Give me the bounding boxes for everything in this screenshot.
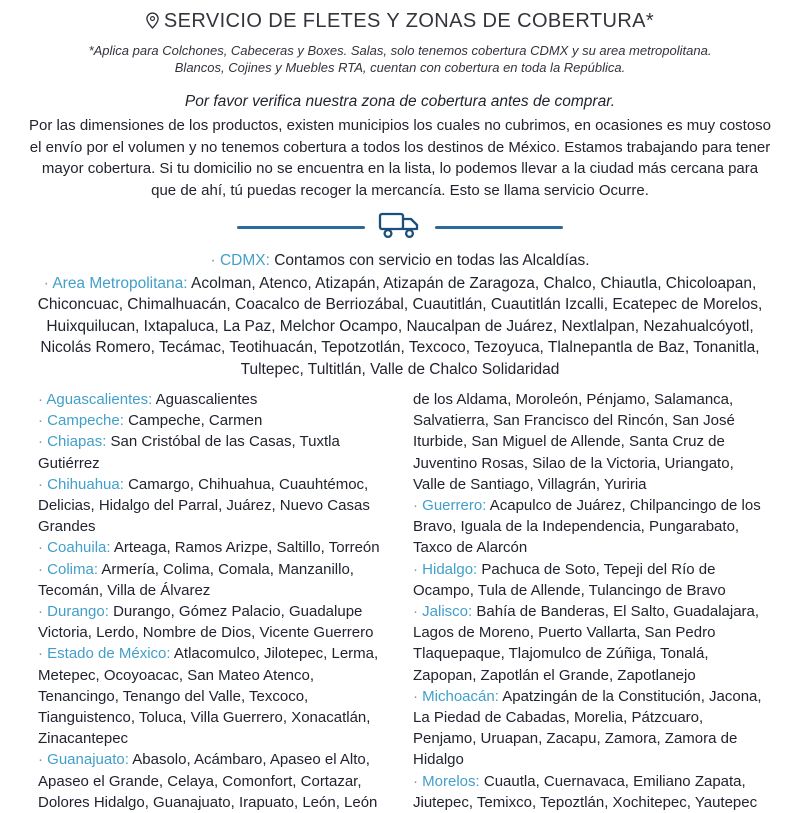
state-cities: Cuautla, Cuernavaca, Emiliano Zapata, Jiutepec, Temixco, Tepoztlán, Xochitepec, Yautepec [413, 772, 758, 811]
state-name: Coahuila: [47, 539, 111, 557]
state-cities: Pachuca de Soto, Tepeji del Río de Ocampo, Tula de Allende, Tulancingo de Bravo [413, 560, 726, 599]
state-cities: Bahía de Banderas, El Salto, Guadalajara, Lagos de Moreno, Puerto Vallarta, San Pedro Tlaquepaque, Tlajomulco de Zúñiga, Tonalá, Zapopan, Zapotlán el Grande, Zapotlanejo [413, 603, 760, 684]
state-name: Chihuahua: [47, 475, 124, 493]
state-cities: Aguascalientes [155, 391, 258, 408]
bullet-marker: · [413, 687, 418, 705]
divider-line-right [435, 226, 563, 229]
state-coverage-item [38, 431, 387, 473]
metro-coverage-paragraph [28, 273, 772, 381]
state-name: Hidalgo: [422, 560, 478, 578]
state-name: Estado de México: [47, 645, 171, 663]
bullet-marker: · [38, 603, 43, 621]
bullet-marker: · [38, 751, 43, 769]
bullet-marker: · [413, 497, 418, 515]
state-cities: Acapulco de Juárez, Chilpancingo de los Bravo, Iguala de la Independencia, Pungarabato, Taxco de Alarcón [413, 497, 761, 557]
bullet-marker: · [38, 391, 43, 408]
truck-divider [28, 210, 772, 245]
state-name: Guanajuato: [47, 751, 129, 769]
coverage-warning-lead: Por favor verifica nuestra zona de cobertura antes de comprar. [184, 93, 616, 110]
state-coverage-item [38, 389, 387, 410]
state-name: Jalisco: [422, 603, 473, 621]
state-name: Colima: [47, 560, 99, 578]
state-coverage-item [413, 771, 762, 813]
state-cities: Campeche, Carmen [128, 412, 263, 430]
location-pin-icon [146, 12, 159, 34]
state-coverage-item [38, 559, 387, 601]
disclaimer-line-1: *Aplica para Colchones, Cabeceras y Boxes. Salas, solo tenemos cobertura CDMX y su area metropolitana. [88, 43, 712, 58]
coverage-warning-text: Por las dimensiones de los productos, existen municipios los cuales no cubrimos, en ocasiones es muy costoso el envío por el volumen y no tenemos cobertura a todos los destinos de México. Estamos trabajando para tener mayor cobertura. Si tu domicilio no se encuentra en la lista, lo podemos llevar a la ciudad más cercana para que de ahí, tú puedas recoger la mercancía. Esto se llama servicio Ocurre. [28, 117, 772, 199]
bullet-marker: · [38, 560, 43, 578]
bullet-marker: · [413, 560, 418, 578]
state-coverage-item [38, 537, 387, 558]
divider-line-left [237, 226, 365, 229]
state-cities: Armería, Colima, Comala, Manzanillo, Tecomán, Villa de Álvarez [38, 560, 354, 599]
state-cities: Atlacomulco, Jilotepec, Lerma, Metepec, Ocoyoacac, San Mateo Atenco, Tenancingo, Tenango del Valle, Texcoco, Tianguistenco, Toluca, Villa Guerrero, Xonacatlán, Zinacantepec [38, 645, 379, 748]
bullet-marker: · [38, 433, 43, 451]
bullet-marker: · [38, 475, 43, 493]
state-name: Campeche: [47, 412, 124, 430]
page-title-text: SERVICIO DE FLETES Y ZONAS DE COBERTURA* [163, 10, 655, 32]
cdmx-coverage-line [28, 250, 772, 272]
delivery-truck-icon [378, 210, 422, 245]
state-coverage-item [413, 686, 762, 771]
state-coverage-item [413, 601, 762, 686]
state-coverage-item [413, 559, 762, 601]
state-name: Michoacán: [422, 687, 499, 705]
metro-label: Area Metropolitana: [52, 274, 188, 292]
state-cities: Arteaga, Ramos Arizpe, Saltillo, Torreón [113, 539, 380, 557]
bullet-marker: · [413, 772, 418, 790]
cdmx-coverage-text: Contamos con servicio en todas las Alcaldías. [274, 252, 590, 269]
product-disclaimer [28, 42, 772, 76]
bullet-marker: · [210, 252, 216, 269]
bullet-marker: · [38, 412, 43, 430]
state-coverage-item [38, 601, 387, 643]
page-title [28, 10, 772, 35]
state-coverage-item [413, 495, 762, 559]
state-name: Morelos: [422, 772, 480, 790]
state-name: Durango: [47, 603, 109, 621]
state-coverage-item [38, 474, 387, 538]
states-coverage-list [28, 389, 772, 813]
metro-cities: Acolman, Atenco, Atizapán, Atizapán de Zaragoza, Chalco, Chiautla, Chicoloapan, Chiconcuac, Chimalhuacán, Coacalco de Berriozábal, Cuautitlán, Cuautitlán Izcalli, Ecatepec de Morelos, Huixquilucan, Ixtapaluca, La Paz, Melchor Ocampo, Naucalpan de Juárez, Nextlalpan, Nezahualcóyotl, Nicolás Romero, Tecámac, Teotihuacán, Tepotzotlán, Texcoco, Tezoyuca, Tlalnepantla de Baz, Tonanitla, Tultepec, Tultitlán, Valle de Chalco Solidaridad [37, 274, 763, 378]
bullet-marker: · [38, 645, 43, 663]
state-cities: Camargo, Chihuahua, Cuauhtémoc, Delicias, Hidalgo del Parral, Juárez, Nuevo Casas Grandes [38, 475, 370, 536]
state-cities: Durango, Gómez Palacio, Guadalupe Victoria, Lerdo, Nombre de Dios, Vicente Guerrero [38, 603, 374, 642]
state-cities: Abasolo, Acámbaro, Apaseo el Alto, Apaseo el Grande, Celaya, Comonfort, Cortazar, Dolores Hidalgo, Guanajuato, Irapuato, León, León de los Aldama, Moroleón, Pénjamo, Salamanca, Salvatierra, San Francisco del Rincón, San José Iturbide, San Miguel de Allende, Santa Cruz de Juventino Rosas, Silao de la Victoria, Uriangato, Valle de Santiago, Villagrán, Yuriria [38, 391, 735, 811]
state-name: Chiapas: [47, 433, 107, 451]
state-cities: Apatzingán de la Constitución, Jacona, La Piedad de Cabadas, Morelia, Pátzcuaro, Penjamo, Uruapan, Zacapu, Zamora, Zamora de Hidalgo [413, 687, 762, 769]
state-name: Guerrero: [422, 497, 487, 515]
state-cities: San Cristóbal de las Casas, Tuxtla Gutiérrez [38, 433, 340, 472]
bullet-marker: · [38, 539, 43, 557]
bullet-marker: · [413, 603, 418, 621]
state-coverage-item [38, 643, 387, 749]
disclaimer-line-2: Blancos, Cojines y Muebles RTA, cuentan con cobertura en toda la República. [174, 60, 626, 75]
bullet-marker: · [43, 274, 49, 292]
cdmx-label: CDMX: [219, 252, 270, 269]
state-name: Aguascalientes: [46, 391, 153, 408]
state-coverage-item [38, 410, 387, 431]
